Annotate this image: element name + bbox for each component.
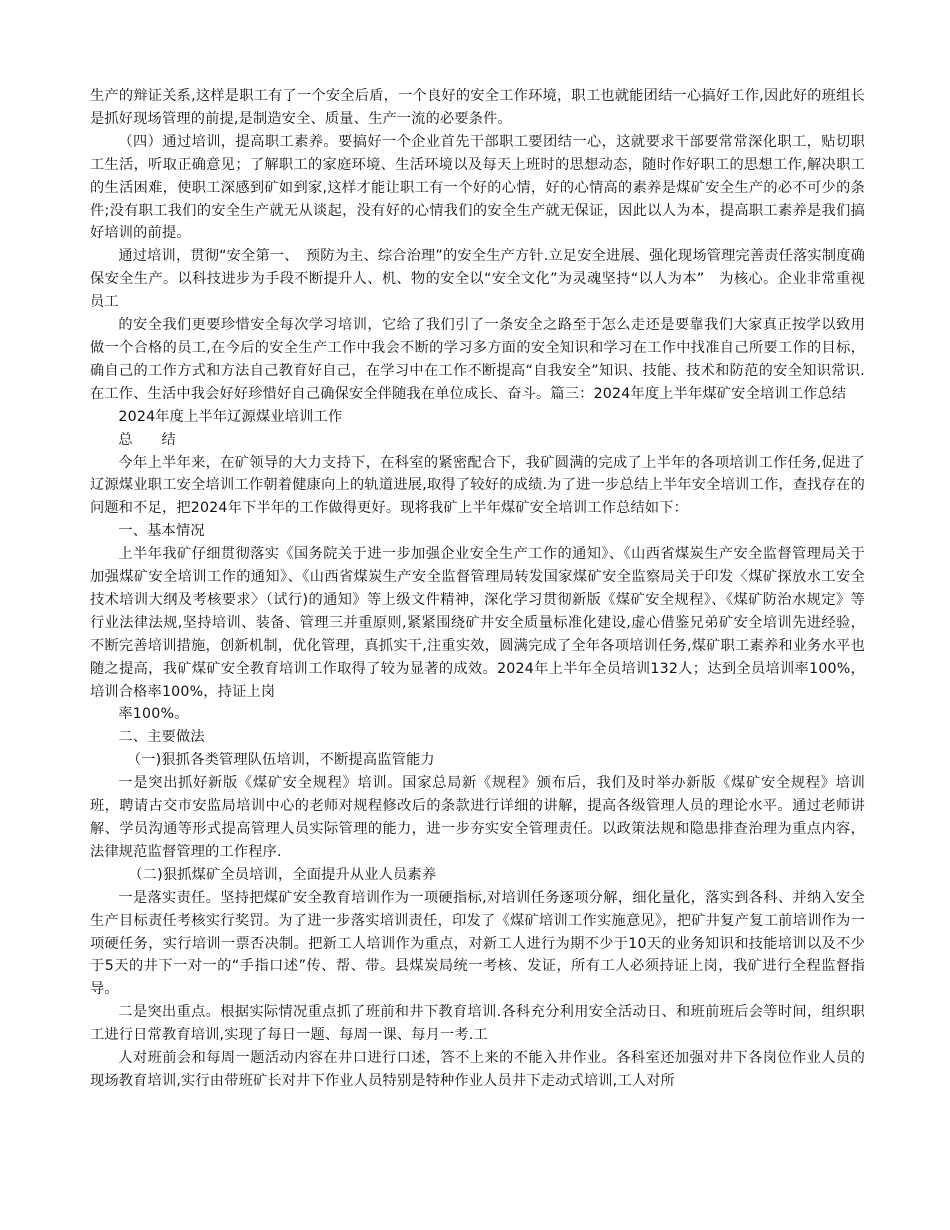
paragraph-basic-situation: 上半年我矿仔细贯彻落实《国务院关于进一步加强企业安全生产工作的通知》、《山西省煤炭生产安全监督管理局关于加强煤矿安全培训工作的通知》、《山西省煤炭生产安全监督管理局转发国家煤矿安全监察局关于印发〈煤矿探放水工安全技术培训大纲及考核要求〉（试行)的通知》等上级文件精神，深化学习贯彻新版《煤矿安全规程》、《煤矿防治水规定》等行业法律法规,坚持培训、装备、管理三并重原则,紧紧围绕矿井安全质量标准化建设,虚心借鉴兄弟矿安全培训先进经验，不断完善培训措施，创新机制，优化管理，真抓实干,注重实效，圆满完成了全年各项培训任务,煤矿职工素养和业务水平也随之提高，我矿煤矿安全教育培训工作取得了较为显著的成效。2024年上半年全员培训132人；达到全员培训率100%，培训合格率100%，持证上岗 xyxy=(90,546,865,700)
subheading-full-staff-training: （二)狠抓煤矿全员培训，全面提升从业人员素养 xyxy=(128,866,437,883)
summary-title-line-1: 2024年度上半年辽源煤业培训工作 xyxy=(118,408,343,425)
paragraph-responsibility: 一是落实责任。坚持把煤矿安全教育培训作为一项硬指标,对培训任务逐项分解，细化量化，落实到各科、并纳入安全生产目标责任考核实行奖罚。为了进一步落实培训责任，印发了《煤矿培训工作实施意见》，把矿井复产复工前培训作为一项硬任务，实行培训一票否决制。把新工人培训作为重点，对新工人进行为期不少于10天的业务知识和技能培训以及不少于5天的井下一对一的“手指口述”传、帮、带。县煤炭局统一考核、发证，所有工人必须持证上岗，我矿进行全程监督指导。 xyxy=(90,889,865,998)
paragraph-section-4: （四）通过培训，提高职工素养。要搞好一个企业首先干部职工要团结一心，这就要求干部要常常深化职工，贴切职工生活，听取正确意见；了解职工的家庭环境、生活环境以及每天上班时的思想动态，随时作好职工的思想工作,解决职工的生活困难，使职工深感到矿如到家,这样才能让职工有一个好的心情，好的心情高的素养是煤矿安全生产的必不可少的条件;没有职工我们的安全生产就无从谈起，没有好的心情我们的安全生产就无保证，因此以人为本，提高职工素养是我们搞好培训的前提。 xyxy=(90,133,865,242)
paragraph-certification-rate: 率100%。 xyxy=(118,706,189,723)
paragraph-training-policy: 通过培训，贯彻“安全第一、 预防为主、综合治理”的安全生产方针.立足安全进展、强化现场管理完善责任落实制度确保安全生产。以科技进步为手段不断提升人、机、物的安全以“安全文化”为灵魂坚持“以人为本” 为核心。企业非常重视员工 xyxy=(90,248,865,311)
summary-title-line-2: 总 结 xyxy=(118,431,176,448)
paragraph-continuation: 生产的辩证关系,这样是职工有了一个安全后盾，一个良好的安全工作环境，职工也就能团结一心搞好工作,因此好的班组长是抓好现场管理的前提,是制造安全、质量、生产一流的必要条件。 xyxy=(90,88,865,127)
heading-basic-situation: 一、基本情况 xyxy=(118,523,205,540)
document-body xyxy=(90,85,865,1093)
paragraph-regulation-training: 一是突出抓好新版《煤矿安全规程》培训。国家总局新《规程》颁布后，我们及时举办新版《煤矿安全规程》培训班，聘请古交市安监局培训中心的老师对规程修改后的条款进行详细的讲解，提高各级管理人员的理论水平。通过老师讲解、学员沟通等形式提高管理人员实际管理的能力，进一步夯实安全管理责任。以政策法规和隐患排查治理为重点内容，法律规范监督管理的工作程序. xyxy=(90,775,865,860)
paragraph-onsite-training: 人对班前会和每周一题活动内容在井口进行口述，答不上来的不能入井作业。各科室还加强对井下各岗位作业人员的现场教育培训,实行由带班矿长对井下作业人员特别是特种作业人员井下走动式培训,工人对所 xyxy=(90,1050,865,1089)
subheading-management-training: （一)狠抓各类管理队伍培训，不断提高监管能力 xyxy=(126,752,435,769)
paragraph-safety-learning: 的安全我们更要珍惜安全每次学习培训，它给了我们引了一条安全之路至于怎么走还是要靠我们大家真正按学以致用做一个合格的员工,在今后的安全生产工作中我会不断的学习多方面的安全知识和学习在工作中找准自己所要工作的目标，确自己的工作方式和方法自己教育好自己，在学习中在工作不断提高“自我安全”知识、技能、技术和防范的安全知识常识.在工作、生活中我会好好珍惜好自己确保安全伴随我在单位成长、奋斗。篇三：2024年度上半年煤矿安全培训工作总结 xyxy=(90,317,865,402)
paragraph-intro: 今年上半年来，在矿领导的大力支持下，在科室的紧密配合下，我矿圆满的完成了上半年的各项培训工作任务,促进了辽源煤业职工安全培训工作朝着健康向上的轨道进展,取得了较好的成绩.为了进一步总结上半年安全培训工作，查找存在的问题和不足，把2024年下半年的工作做得更好。现将我矿上半年煤矿安全培训工作总结如下： xyxy=(90,454,865,517)
heading-main-practices: 二、主要做法 xyxy=(118,729,205,746)
paragraph-key-points: 二是突出重点。根据实际情况重点抓了班前和井下教育培训.各科充分利用安全活动日、和班前班后会等时间，组织职工进行日常教育培训,实现了每日一题、每周一课、每月一考.工 xyxy=(90,1004,865,1044)
